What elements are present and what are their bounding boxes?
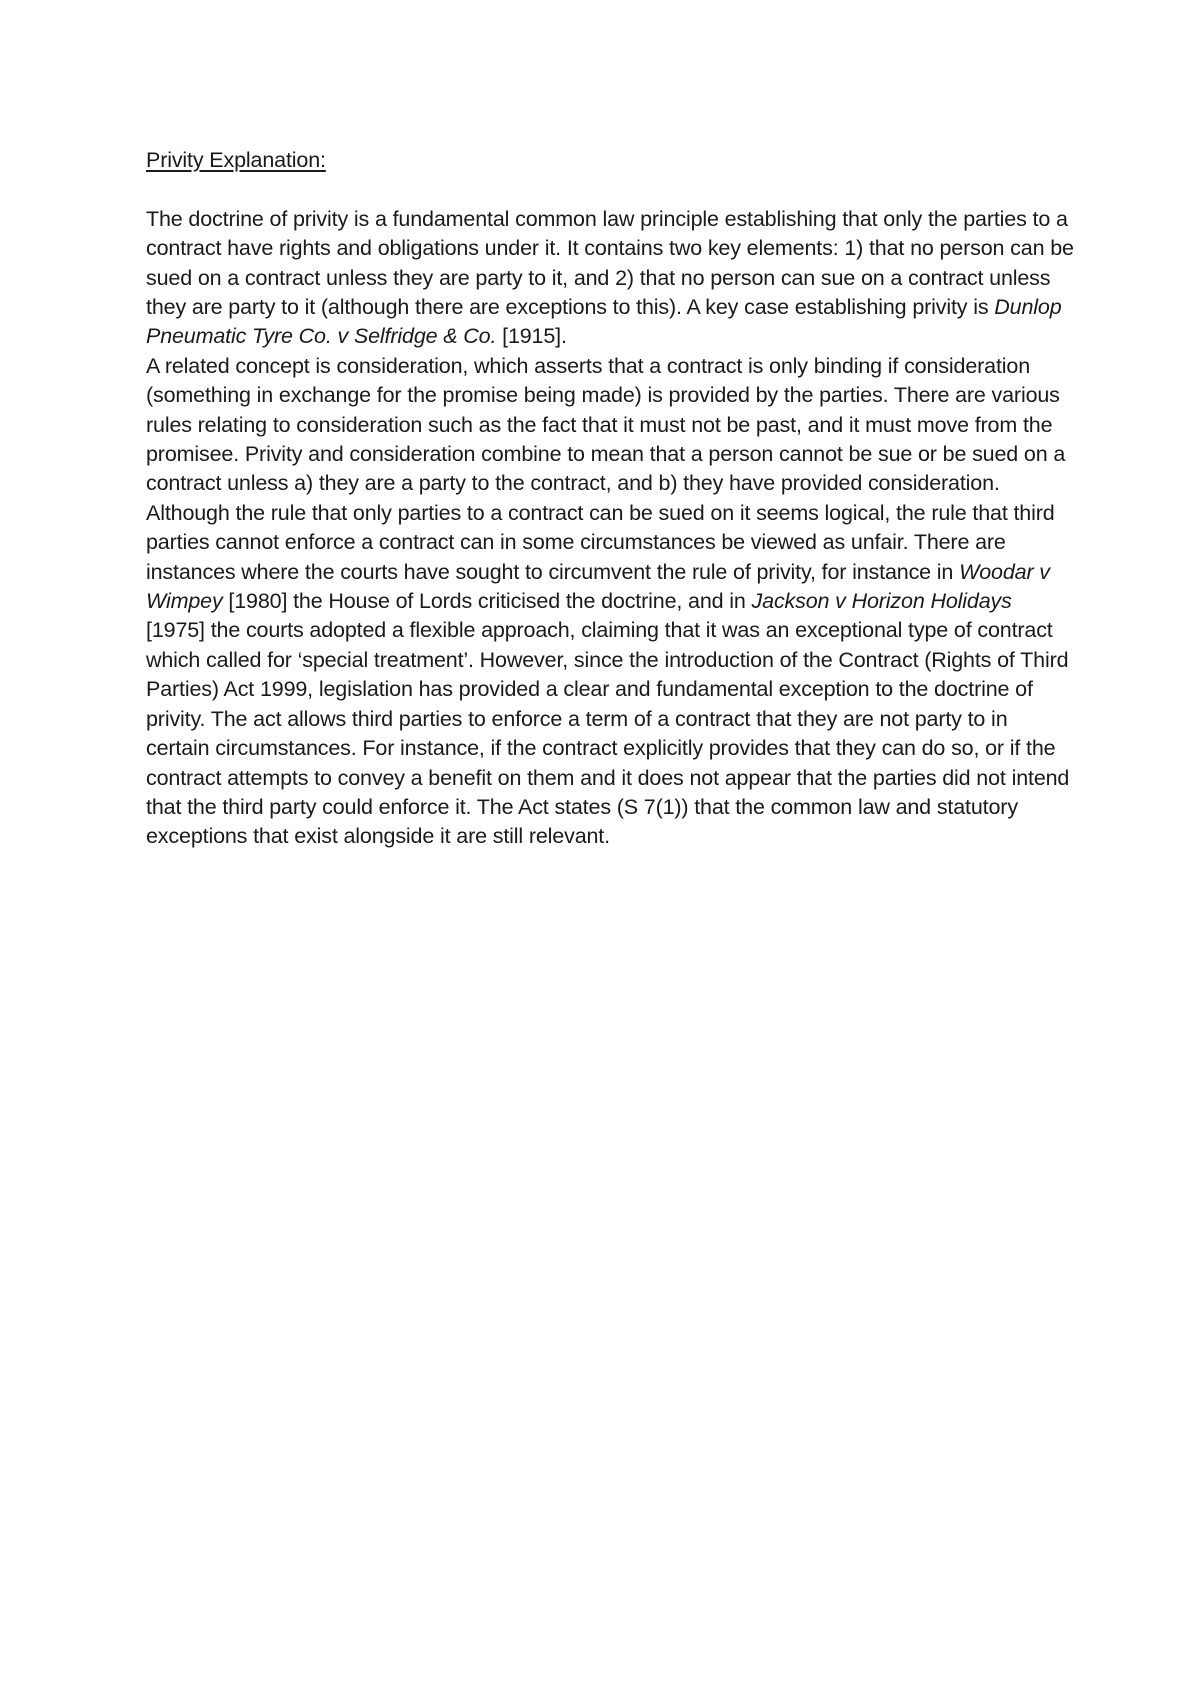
case-citation: Woodar v Wimpey	[146, 559, 1050, 614]
document-body	[146, 146, 1076, 852]
paragraph-text: The doctrine of privity is a fundamental common law principle establishing that only the parties to a contract have rights and obligations under it. It contains two key elements: 1) that no person can be sued on a contract unless they are party to it, and 2) that no person can sue on a contract unless they are party to it (although there are exceptions to this). A key case establishing privity is	[146, 206, 1074, 320]
paragraph-text: Although the rule that only parties to a contract can be sued on it seems logical, the rule that third parties cannot enforce a contract can in some circumstances be viewed as unfair. There are instances where the courts have sought to circumvent the rule of privity, for instance in	[146, 500, 1055, 584]
paragraph-consideration	[146, 352, 1076, 499]
paragraph-text: [1975] the courts adopted a flexible approach, claiming that it was an exceptional type of contract which called for ‘special treatment’. However, since the introduction of the Contract (Rights of Third Parties) Act 1999, legislation has provided a clear and fundamental exception to the doctrine of privity. The act allows third parties to enforce a term of a contract that they are not party to in certain circumstances. For instance, if the contract explicitly provides that they can do so, or if the contract attempts to convey a benefit on them and it does not appear that the parties did not intend that the third party could enforce it. The Act states (S 7(1)) that the common law and statutory exceptions that exist alongside it are still relevant.	[146, 618, 1070, 849]
paragraph-text: [1980] the House of Lords criticised the doctrine, and in	[222, 589, 752, 614]
case-citation: Dunlop Pneumatic Tyre Co. v Selfridge & Co.	[146, 295, 1062, 349]
paragraph-privity-doctrine	[146, 205, 1076, 352]
case-citation: Jackson v Horizon Holidays	[751, 589, 1012, 614]
paragraph-exceptions	[146, 499, 1076, 852]
document-heading: Privity Explanation:	[146, 148, 326, 172]
paragraph-text: [1915].	[496, 324, 567, 349]
paragraph-text: A related concept is consideration, which asserts that a contract is only binding if consideration (something in exchange for the promise being made) is provided by the parties. There are various rules relating to consideration such as the fact that it must not be past, and it must move from the promisee. Privity and consideration combine to mean that a person cannot be sue or be sued on a contract unless a) they are a party to the contract, and b) they have provided consideration.	[146, 353, 1066, 496]
blank-line	[146, 175, 1076, 204]
